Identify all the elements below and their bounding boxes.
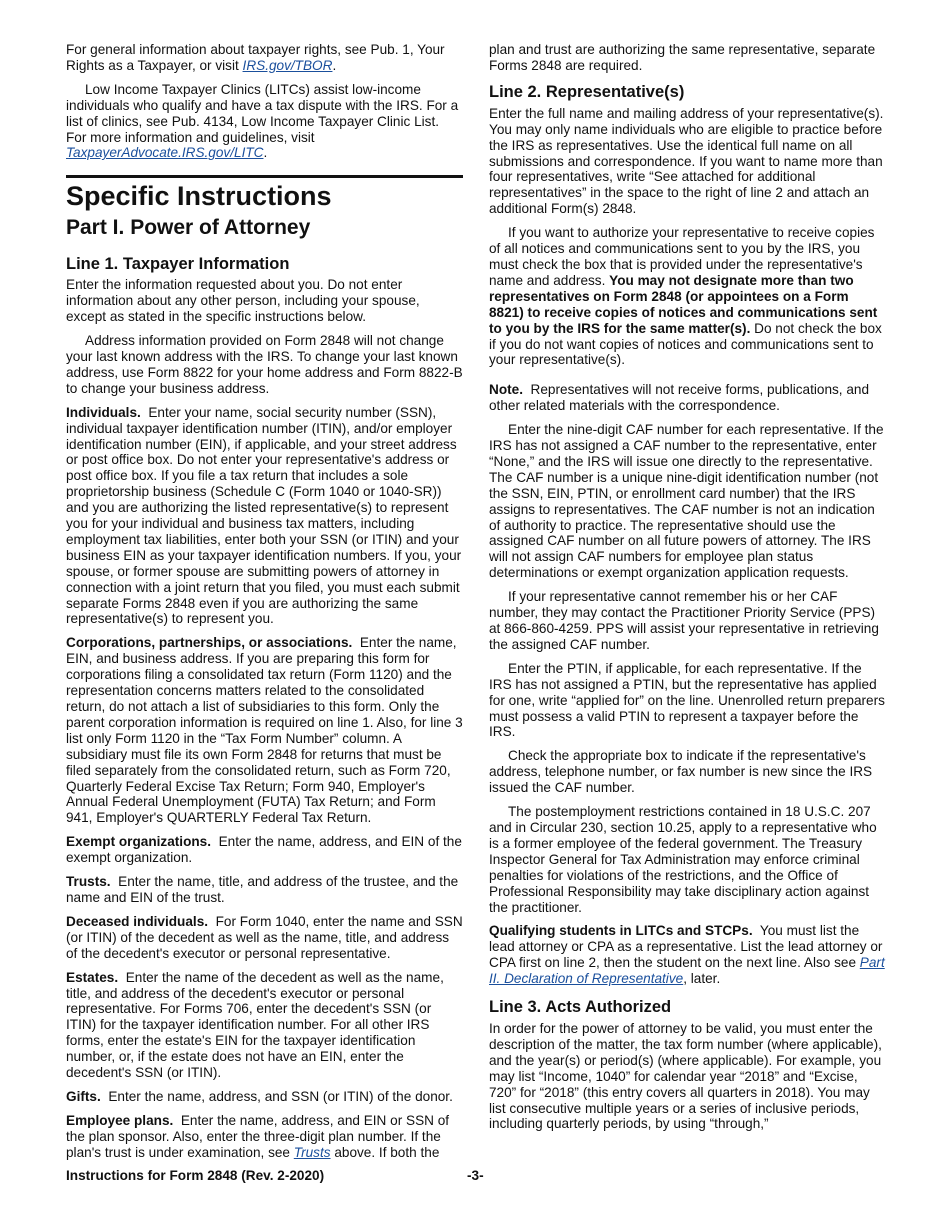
corporations-text: Enter the name, EIN, and business address. If you are preparing this form for corporations filing a consolidated tax return (Form 1120) and the representation concerns matters related to the consolidated return, do not attach a list of subsidiaries to this form. Only the parent corporation information is required on line 1. Also, for line 3 list only Form 1120 in the “Tax Form Number” column. A subsidiary must file its own Form 2848 for returns that must be filed separately from the consolidated return, such as Form 720, Quarterly Federal Excise Tax Return; Form 940, Employer's Annual Federal Unemployment (FUTA) Tax Return; and Form 941, Employer's QUARTERLY Federal Tax Return. — [66, 635, 463, 826]
postemployment-paragraph: The postemployment restrictions contained in 18 U.S.C. 207 and in Circular 230, section 10.25, apply to a representative who is a former employee of the federal government. The Treasury Inspector General for Tax Administration may enforce criminal penalties for violations of the restrictions, and the Office of Professional Responsibility may take disciplinary action against the practitioner. — [489, 804, 877, 915]
note-heading: Note. — [489, 382, 523, 398]
line2-paragraph-1: Enter the full name and mailing address of your representative(s). You may only name individuals who are eligible to practice before the IRS as representatives. Use the identical full name on all submissions and correspondence. If you want to name more than four representatives, write “See attached for additional representatives” in the space to the right of line 2 and attach an additional Form(s) 2848. — [489, 105, 884, 217]
note-paragraph — [489, 382, 887, 414]
caf-paragraph-2: If your representative cannot remember his or her CAF number, they may contact the Practitioner Priority Service (PPS) at 866-860-4259. PPS will assist your representative in retrieving the assigned CAF number. — [489, 589, 879, 652]
left-column — [66, 42, 463, 1169]
intro-text-2: Low Income Taxpayer Clinics (LITCs) assist low-income individuals who qualify and have a tax dispute with the IRS. For a list of clinics, see Pub. 4134, Low Income Taxpayer Clinic List. For more information and guidelines, visit — [66, 81, 459, 145]
line2-heading: Line 2. Representative(s) — [489, 82, 685, 101]
intro-text-1: For general information about taxpayer rights, see Pub. 1, Your Rights as a Taxpayer, or visit — [66, 42, 445, 73]
estates-paragraph — [66, 970, 463, 1081]
line2-text-2: If you want to authorize your representative to receive copies of all notices and communications sent to you by the IRS, you must check the box that is provided under the representative's name and address. — [489, 225, 875, 288]
gifts-text: Enter the name, address, and SSN (or ITIN) of the donor. — [108, 1088, 453, 1104]
individuals-paragraph — [66, 405, 463, 628]
page-number: -3- — [467, 1168, 484, 1183]
estates-text: Enter the name of the decedent as well as the name, title, and address of the decedent's executor or personal representative. For Forms 706, enter the decedent's SSN (or ITIN) for the taxpayer identification number. For all other IRS forms, enter the estate's EIN for the taxpayer identification number, or, if the estate does not have an EIN, enter the decedent's SSN (or ITIN). — [66, 969, 444, 1081]
employee-plans-text: Enter the name, address, and EIN or SSN of the plan sponsor. Also, enter the three-digit plan number. If the plan's trust is under examination, see — [66, 1112, 450, 1160]
footer-form-title: Instructions for Form 2848 (Rev. 2-2020) — [66, 1168, 325, 1183]
qualifying-students-text-end: , later. — [683, 971, 721, 987]
trusts-link[interactable]: Trusts — [293, 1144, 331, 1160]
deceased-text: For Form 1040, enter the name and SSN (or ITIN) of the decedent as well as the name, title, and address of the decedent's executor or personal representative. — [66, 913, 463, 961]
line1-paragraph-2: Address information provided on Form 2848 will not change your last known address with the IRS. To change your last known address, use Form 8822 for your home address and Form 8822-B to change your business address. — [66, 333, 463, 396]
exempt-paragraph — [66, 834, 463, 866]
estates-heading: Estates. — [66, 969, 119, 985]
deceased-heading: Deceased individuals. — [66, 913, 209, 929]
line1-heading: Line 1. Taxpayer Information — [66, 255, 290, 274]
intro-text-2-end: . — [263, 145, 268, 161]
litc-link[interactable]: TaxpayerAdvocate.IRS.gov/LITC — [66, 145, 264, 161]
continued-paragraph: plan and trust are authorizing the same representative, separate Forms 2848 are required. — [489, 42, 876, 73]
gifts-paragraph — [66, 1089, 463, 1105]
gifts-heading: Gifts. — [66, 1088, 101, 1104]
corporations-paragraph — [66, 635, 463, 826]
page-footer — [66, 1168, 887, 1186]
line3-paragraph: In order for the power of attorney to be valid, you must enter the description of the matter, the tax form number (where applicable), and the year(s) or period(s) (where applicable). For example, you may list “Income, 1040” for calendar year “2018” and “Excise, 720” for “2018” (this entry covers all quarters in 2018). You may list consecutive multiple years or a series of inclusive periods, including quarterly periods, by using “through,” — [489, 1021, 882, 1132]
trusts-heading: Trusts. — [66, 874, 111, 890]
check-paragraph: Check the appropriate box to indicate if the representative's address, telephone number, or fax number is new since the IRS issued the CAF number. — [489, 748, 873, 796]
line3-heading: Line 3. Acts Authorized — [489, 998, 672, 1017]
ptin-paragraph: Enter the PTIN, if applicable, for each representative. If the IRS has not assigned a PTIN, but the representative has applied for one, write “applied for” on the line. Unenrolled return preparers must possess a valid PTIN to represent a taxpayer before the IRS. — [489, 660, 885, 740]
caf-paragraph-1: Enter the nine-digit CAF number for each representative. If the IRS has not assigned a CAF number to the representative, enter “None,” and the IRS will issue one directly to the representative. The CAF number is a unique nine-digit identification number (not the SSN, EIN, PTIN, or enrollment card number) that the IRS assigns to representatives. The CAF number is not an indication of authority to practice. The representative should use the assigned CAF number on all future powers of attorney. The IRS will not assign CAF numbers for employee plan status determinations or exempt organization application requests. — [489, 422, 884, 581]
trusts-text: Enter the name, title, and address of the trustee, and the name and EIN of the trust. — [66, 874, 459, 905]
line2-paragraph-2 — [489, 225, 887, 368]
exempt-heading: Exempt organizations. — [66, 834, 212, 850]
qualifying-students-text: You must list the lead attorney or CPA as a representative. List the lead attorney or CPA first on line 2, then the student on the next line. Also see — [489, 923, 883, 971]
corporations-heading: Corporations, partnerships, or associations. — [66, 635, 353, 651]
tbor-link[interactable]: IRS.gov/TBOR — [242, 57, 333, 73]
line2-text-2-end: Do not check the box if you do not want copies of notices and communications sent to your representative(s). — [489, 320, 882, 368]
part1-heading: Part I. Power of Attorney — [66, 216, 311, 240]
individuals-heading: Individuals. — [66, 404, 141, 420]
intro-text-1-end: . — [332, 57, 337, 73]
exempt-text: Enter the name, address, and EIN of the exempt organization. — [66, 834, 462, 866]
employee-plans-text-end: above. If both the — [330, 1144, 440, 1160]
intro-paragraph-2 — [66, 82, 463, 162]
intro-paragraph-1 — [66, 42, 463, 74]
note-text: Representatives will not receive forms, publications, and other related materials with the correspondence. — [489, 382, 870, 414]
deceased-paragraph — [66, 914, 463, 962]
part2-declaration-link[interactable]: Part II. Declaration of Representative — [489, 955, 885, 987]
individuals-text: Enter your name, social security number (SSN), individual taxpayer identification number (ITIN), and/or employer identification number (EIN), if applicable, and your street address or post office box. Do not enter your representative's address or post office box. If you file a tax return that includes a sole proprietorship business (Schedule C (Form 1040 or 1040-SR)) and you are authorizing the listed representative(s) to represent you for your individual and business tax matters, including employment tax liabilities, enter both your SSN (or ITIN) and your business EIN as your taxpayer identification numbers. If you, your spouse, or former spouse are submitting powers of attorney in connection with a joint return that you filed, you must each submit separate Forms 2848 even if you are authorizing the same representative(s) to represent you. — [66, 404, 462, 627]
section-divider — [66, 175, 463, 178]
employee-plans-paragraph — [66, 1113, 463, 1161]
right-column — [489, 42, 887, 1140]
specific-instructions-heading: Specific Instructions — [66, 181, 332, 212]
line2-bold-text: You may not designate more than two representatives on Form 2848 (or appointees on a Form 8821) to receive copies of notices and communications sent to you by the IRS for the same matter(s). — [489, 272, 878, 336]
employee-plans-heading: Employee plans. — [66, 1112, 174, 1128]
qualifying-students-paragraph — [489, 923, 887, 987]
line1-paragraph-1: Enter the information requested about you. Do not enter information about any other person, including your spouse, except as stated in the specific instructions below. — [66, 277, 420, 325]
qualifying-students-heading: Qualifying students in LITCs and STCPs. — [489, 923, 753, 939]
trusts-paragraph — [66, 874, 463, 906]
